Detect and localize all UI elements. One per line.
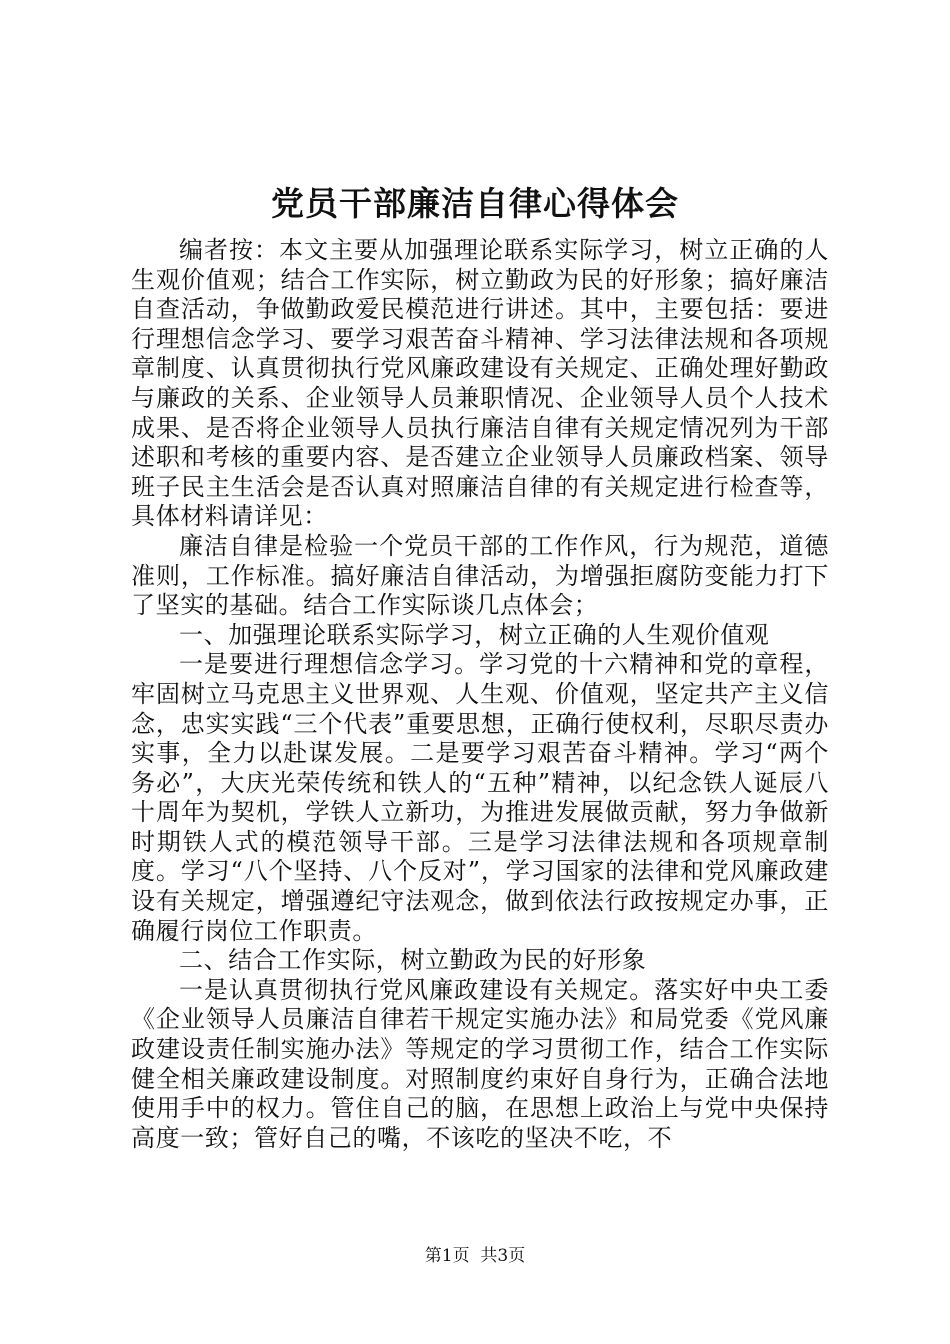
footer-spacer xyxy=(470,1246,481,1266)
page-total: 共3页 xyxy=(480,1246,526,1266)
paragraph-section-1: 一是要进行理想信念学习。学习党的十六精神和党的章程，牢固树立马克思主义世界观、人生观、价值观，坚定共产主义信念，忠实实践“三个代表”重要思想，正确行使权利，尽职尽责办实事，全力以赴谋发展。二是要学习艰苦奋斗精神。学习“两个务必”，大庆光荣传统和铁人的“五种”精神，以纪念铁人诞辰八十周年为契机，学铁人立新功，为推进发展做贡献，努力争做新时期铁人式的模范领导干部。三是学习法律法规和各项规章制度。学习“八个坚持、八个反对”，学习国家的法律和党风廉政建设有关规定，增强遵纪守法观念，做到依法行政按规定办事，正确履行岗位工作职责。 xyxy=(131,650,829,945)
paragraph-section-2: 一是认真贯彻执行党风廉政建设有关规定。落实好中央工委《企业领导人员廉洁自律若干规定实施办法》和局党委《党风廉政建设责任制实施办法》等规定的学习贯彻工作，结合工作实际健全相关廉政建设制度。对照制度约束好自身行为，正确合法地使用手中的权力。管住自己的脑，在思想上政治上与党中央保持高度一致；管好自己的嘴，不该吃的坚决不吃，不 xyxy=(131,975,829,1152)
section-heading-1: 一、加强理论联系实际学习，树立正确的人生观价值观 xyxy=(179,620,770,649)
document-title: 党员干部廉洁自律心得体会 xyxy=(271,184,679,223)
page-footer xyxy=(0,1244,950,1268)
paragraph-editor-note: 编者按：本文主要从加强理论联系实际学习，树立正确的人生观价值观；结合工作实际，树立勤政为民的好形象；搞好廉洁自查活动，争做勤政爱民模范进行讲述。其中，主要包括：要进行理想信念学习、要学习艰苦奋斗精神、学习法律法规和各项规章制度、认真贯彻执行党风廉政建设有关规定、正确处理好勤政与廉政的关系、企业领导人员兼职情况、企业领导人员个人技术成果、是否将企业领导人员执行廉洁自律有关规定情况列为干部述职和考核的重要内容、是否建立企业领导人员廉政档案、领导班子民主生活会是否认真对照廉洁自律的有关规定进行检查等，具体材料请详见： xyxy=(131,236,829,531)
section-heading-2: 二、结合工作实际，树立勤政为民的好形象 xyxy=(179,946,647,975)
paragraph-intro: 廉洁自律是检验一个党员干部的工作作风，行为规范，道德准则，工作标准。搞好廉洁自律活动，为增强拒腐防变能力打下了坚实的基础。结合工作实际谈几点体会； xyxy=(131,531,829,620)
page-number: 第1页 xyxy=(424,1246,470,1266)
document-body xyxy=(131,236,829,1153)
